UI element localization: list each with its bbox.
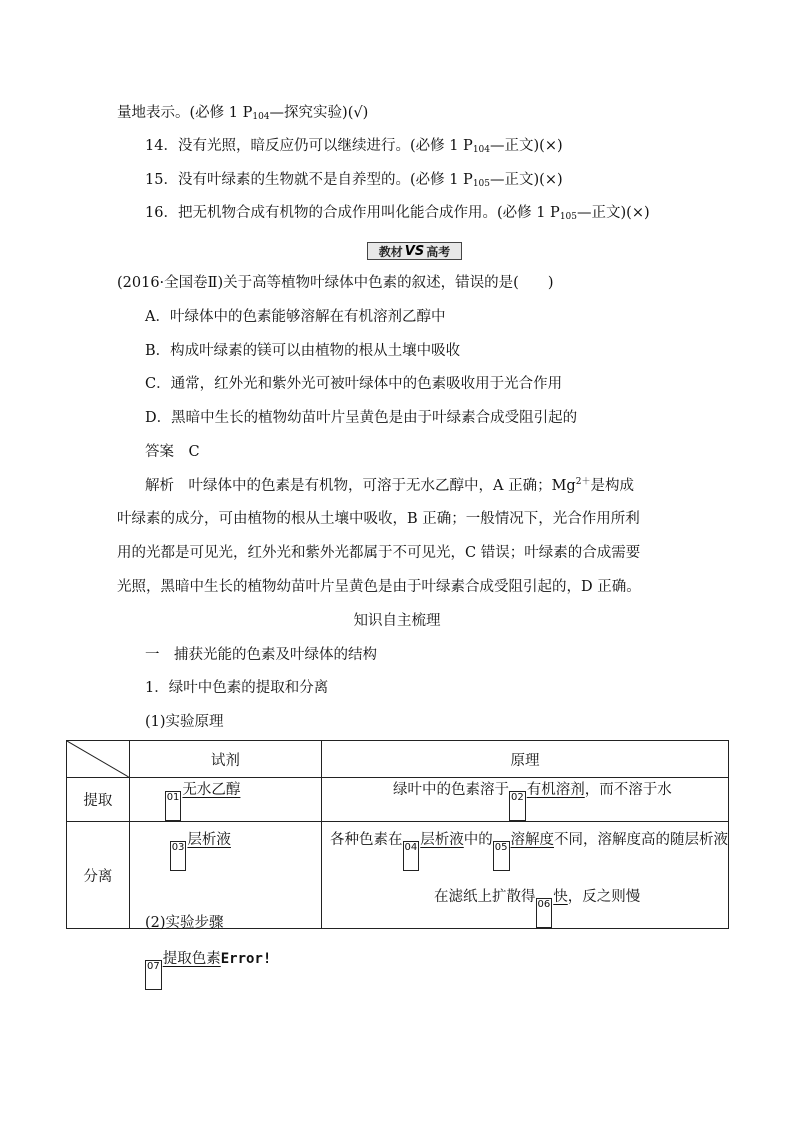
question-stem: (2016·全国卷Ⅱ)关于高等植物叶绿体中色素的叙述，错误的是( ) (117, 275, 554, 291)
fill-answer-05: 溶解度 (510, 832, 554, 848)
blank-number-03: 03 (170, 841, 187, 871)
item-14: 14．没有光照，暗反应仍可以继续进行。(必修 1 $P_{104}—$正文)(×) (145, 138, 563, 155)
fill-answer-03: 层析液 (187, 832, 231, 848)
answer-value: C (188, 444, 200, 460)
header-principle: 原理 (322, 741, 729, 778)
option-c: C．通常，红外光和紫外光可被叶绿体中的色素吸收用于光合作用 (145, 376, 563, 392)
fill-answer-04: 层析液 (420, 832, 464, 848)
option-a: A．叶绿体中的色素能够溶解在有机溶剂乙醇中 (145, 309, 446, 325)
fill-answer-07: 提取色素 (162, 951, 221, 967)
option-b: B．构成叶绿素的镁可以由植物的根从土壤中吸收 (145, 343, 461, 359)
reagent-cell-extract (129, 778, 321, 822)
step-line-1 (145, 950, 271, 990)
analysis-line-4: 光照，黑暗中生长的植物幼苗叶片呈黄色是由于叶绿素合成受阻引起的，D 正确。 (117, 579, 641, 595)
textbook-vs-exam-badge (367, 242, 462, 260)
section-heading-3: (1)实验原理 (145, 714, 224, 730)
analysis-line-1: 解析 叶绿体中的色素是有机物，可溶于无水乙醇中，A 正确；$Mg^{2+}$是构成 (145, 477, 634, 494)
table-row-extract (67, 778, 729, 822)
analysis-line-2: 叶绿素的成分，可由植物的根从土壤中吸收，B 正确；一般情况下，光合作用所利 (117, 511, 640, 527)
section-heading-2: 1．绿叶中色素的提取和分离 (145, 680, 329, 696)
badge-vs-text: VS (404, 243, 425, 259)
row-label-separate: 分离 (67, 822, 130, 929)
fill-answer-02: 有机溶剂 (526, 782, 585, 798)
steps-heading: (2)实验步骤 (145, 915, 224, 931)
blank-number-06: 06 (536, 898, 553, 928)
answer-line (145, 443, 200, 461)
analysis-label: 解析 (145, 478, 174, 494)
blank-number-04: 04 (403, 841, 420, 871)
principle-cell-extract: 绿叶中的色素溶于 02 有机溶剂，而不溶于水 (322, 778, 729, 822)
reagent-cell-separate (129, 822, 321, 929)
option-d: D．黑暗中生长的植物幼苗叶片呈黄色是由于叶绿素合成受阻引起的 (145, 410, 578, 426)
error-text: Error! (220, 951, 272, 967)
fill-answer-06: 快 (553, 889, 568, 905)
blank-number-02: 02 (509, 791, 526, 821)
blank-number-01: 01 (165, 791, 182, 821)
fill-answer-01: 无水乙醇 (182, 782, 241, 798)
table-row-separate (67, 822, 729, 929)
item-16: 16．把无机物合成有机物的合成作用叫化能合成作用。(必修 1 $P_{105}—$正文)(×) (145, 205, 650, 222)
row-label-extract: 提取 (67, 778, 130, 822)
analysis-line-3: 用的光都是可见光，红外光和紫外光都属于不可见光，C 错误；叶绿素的合成需要 (117, 545, 641, 561)
item-15: 15．没有叶绿素的生物就不是自养型的。(必修 1 $P_{105}—$正文)(×) (145, 172, 563, 189)
table-header-row (67, 741, 729, 778)
badge-right-text: 高考 (426, 244, 451, 259)
badge-left-text: 教材 (378, 244, 403, 259)
principle-separate-line-2: 在滤纸上扩散得 06 快，反之则慢 (322, 871, 728, 928)
header-reagent: 试剂 (129, 741, 321, 778)
principle-table (66, 740, 729, 929)
blank-number-07: 07 (145, 960, 162, 990)
item-13-continuation: 量地表示。(必修 1 $P_{104}—$探究实验)(√) (117, 105, 369, 122)
diagonal-corner-cell (67, 741, 130, 778)
diagonal-line (67, 741, 129, 777)
answer-label: 答案 (145, 444, 174, 460)
section-title: 知识自主梳理 (353, 613, 441, 629)
principle-separate-line-1: 各种色素在 04 层析液中的 05 溶解度不同，溶解度高的随层析液 (322, 828, 728, 871)
principle-cell-separate (322, 822, 729, 929)
blank-number-05: 05 (493, 841, 510, 871)
section-heading-1: 一 捕获光能的色素及叶绿体的结构 (145, 647, 377, 663)
